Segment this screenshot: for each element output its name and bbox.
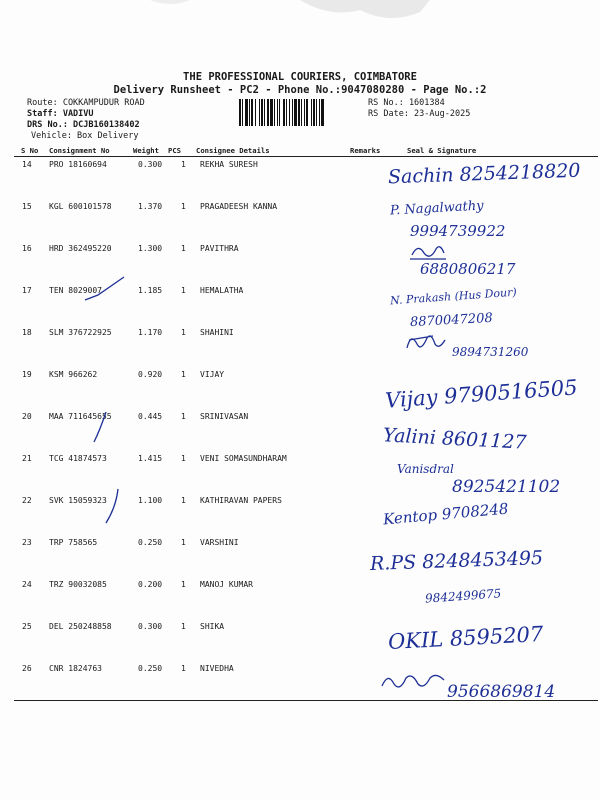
row-sno: 21	[22, 454, 32, 463]
row-weight: 0.445	[138, 412, 163, 421]
row-pcs: 1	[181, 286, 186, 295]
vehicle-label: Vehicle: Box Delivery	[31, 131, 139, 141]
signature-row-15-phone: 9994739922	[410, 222, 506, 240]
row-pcs: 1	[181, 160, 186, 169]
row-consignment: TRZ 90032085	[49, 580, 107, 589]
row-weight: 1.100	[138, 496, 163, 505]
row-sno: 23	[22, 538, 32, 547]
row-pcs: 1	[181, 202, 186, 211]
pen-stroke-mark	[98, 487, 128, 527]
row-consignment: CNR 1824763	[49, 664, 102, 673]
row-consignee: PAVITHRA	[200, 244, 239, 253]
row-weight: 0.300	[138, 622, 163, 631]
company-title: THE PROFESSIONAL COURIERS, COIMBATORE	[183, 71, 417, 83]
staff-label: Staff: VADIVU	[27, 109, 94, 119]
row-sno: 18	[22, 328, 32, 337]
col-seal-signature: Seal & Signature	[407, 146, 477, 155]
signature-row-14: Sachin 8254218820	[387, 159, 581, 189]
row-consignment: SLM 376722925	[49, 328, 112, 337]
row-weight: 0.250	[138, 538, 163, 547]
row-consignment: SVK 15059323	[49, 496, 107, 505]
row-consignee: SHIKA	[200, 622, 225, 631]
row-sno: 20	[22, 412, 32, 421]
row-consignee: REKHA SURESH	[200, 160, 258, 169]
row-pcs: 1	[181, 244, 186, 253]
col-remarks: Remarks	[350, 146, 381, 155]
signature-row-25: OKIL 8595207	[387, 621, 544, 655]
signature-scribble	[378, 668, 448, 694]
row-consignment: TCG 41874573	[49, 454, 107, 463]
row-sno: 15	[22, 202, 32, 211]
row-weight: 1.370	[138, 202, 163, 211]
row-weight: 1.300	[138, 244, 163, 253]
row-consignee: SRINIVASAN	[200, 412, 249, 421]
row-sno: 14	[22, 160, 32, 169]
row-consignment: DEL 250248858	[49, 622, 112, 631]
barcode	[238, 99, 366, 126]
row-pcs: 1	[181, 496, 186, 505]
col-weight: Weight	[133, 146, 159, 155]
row-pcs: 1	[181, 538, 186, 547]
row-pcs: 1	[181, 664, 186, 673]
route-label: Route: COKKAMPUDUR ROAD	[27, 98, 145, 108]
row-pcs: 1	[181, 454, 186, 463]
row-sno: 22	[22, 496, 32, 505]
runsheet-title: Delivery Runsheet - PC2 - Phone No.:9047080280 - Page No.:2	[113, 84, 487, 96]
row-consignment: KGL 600101578	[49, 202, 112, 211]
signature-row-19: Vijay 9790516505	[384, 375, 579, 413]
table-row	[0, 496, 600, 538]
row-consignee: PRAGADEESH KANNA	[200, 202, 278, 211]
row-consignee: KATHIRAVAN PAPERS	[200, 496, 282, 505]
row-consignee: MANOJ KUMAR	[200, 580, 253, 589]
row-sno: 19	[22, 370, 32, 379]
rs-number: RS No.: 1601384	[368, 98, 445, 108]
row-weight: 0.250	[138, 664, 163, 673]
signature-row-20: Yalini 8601127	[382, 424, 528, 454]
row-consignment: TRP 758565	[49, 538, 98, 547]
signature-row-21-name: Vanisdral	[397, 462, 454, 476]
row-pcs: 1	[181, 328, 186, 337]
row-consignment: PRO 18160694	[49, 160, 107, 169]
row-weight: 1.170	[138, 328, 163, 337]
row-weight: 1.415	[138, 454, 163, 463]
row-consignee: HEMALATHA	[200, 286, 244, 295]
row-sno: 26	[22, 664, 32, 673]
row-pcs: 1	[181, 580, 186, 589]
row-sno: 16	[22, 244, 32, 253]
col-consignee: Consignee Details	[196, 146, 270, 155]
row-weight: 0.200	[138, 580, 163, 589]
row-consignee: VENI SOMASUNDHARAM	[200, 454, 287, 463]
signature-row-23: R.PS 8248453495	[369, 546, 544, 576]
pen-stroke-mark	[88, 410, 113, 445]
signature-row-15-name: P. Nagalwathy	[389, 198, 484, 219]
row-consignee: VARSHINI	[200, 538, 239, 547]
signature-row-17-phone: 8870047208	[409, 310, 494, 331]
pen-tick-mark	[80, 275, 130, 310]
row-consignee: SHAHINI	[200, 328, 234, 337]
signature-row-18-phone: 9894731260	[452, 345, 529, 359]
signature-row-17-name: N. Prakash (Hus Dour)	[389, 285, 518, 308]
row-weight: 0.300	[138, 160, 163, 169]
row-weight: 0.920	[138, 370, 163, 379]
row-consignee: VIJAY	[200, 370, 225, 379]
row-consignment: TEN 8029007	[49, 286, 102, 295]
signature-row-16-phone: 6880806217	[420, 260, 516, 278]
row-pcs: 1	[181, 370, 186, 379]
row-pcs: 1	[181, 622, 186, 631]
signature-row-21-phone: 8925421102	[452, 477, 561, 497]
row-sno: 24	[22, 580, 32, 589]
row-weight: 1.185	[138, 286, 163, 295]
row-consignment: KSM 966262	[49, 370, 98, 379]
row-sno: 25	[22, 622, 32, 631]
signature-row-22: Kentop 9708248	[382, 499, 510, 529]
signature-scribble	[408, 241, 448, 263]
drs-label: DRS No.: DCJB160138402	[27, 120, 140, 130]
col-sno: S No	[21, 146, 39, 155]
row-consignment: HRD 362495220	[49, 244, 112, 253]
signature-row-24: 9842499675	[424, 586, 502, 606]
table-row	[0, 580, 600, 622]
row-consignee: NIVEDHA	[200, 664, 234, 673]
signature-scribble	[403, 330, 448, 354]
row-consignment: MAA 711645655	[49, 412, 112, 421]
row-pcs: 1	[181, 412, 186, 421]
paper-stain	[0, 0, 600, 60]
col-pcs: PCS	[168, 146, 181, 155]
header-divider	[14, 156, 598, 157]
table-row	[0, 202, 600, 244]
col-consignment: Consignment No	[49, 146, 110, 155]
row-sno: 17	[22, 286, 32, 295]
signature-row-26: 9566869814	[447, 682, 556, 702]
rs-date: RS Date: 23-Aug-2025	[368, 109, 471, 119]
